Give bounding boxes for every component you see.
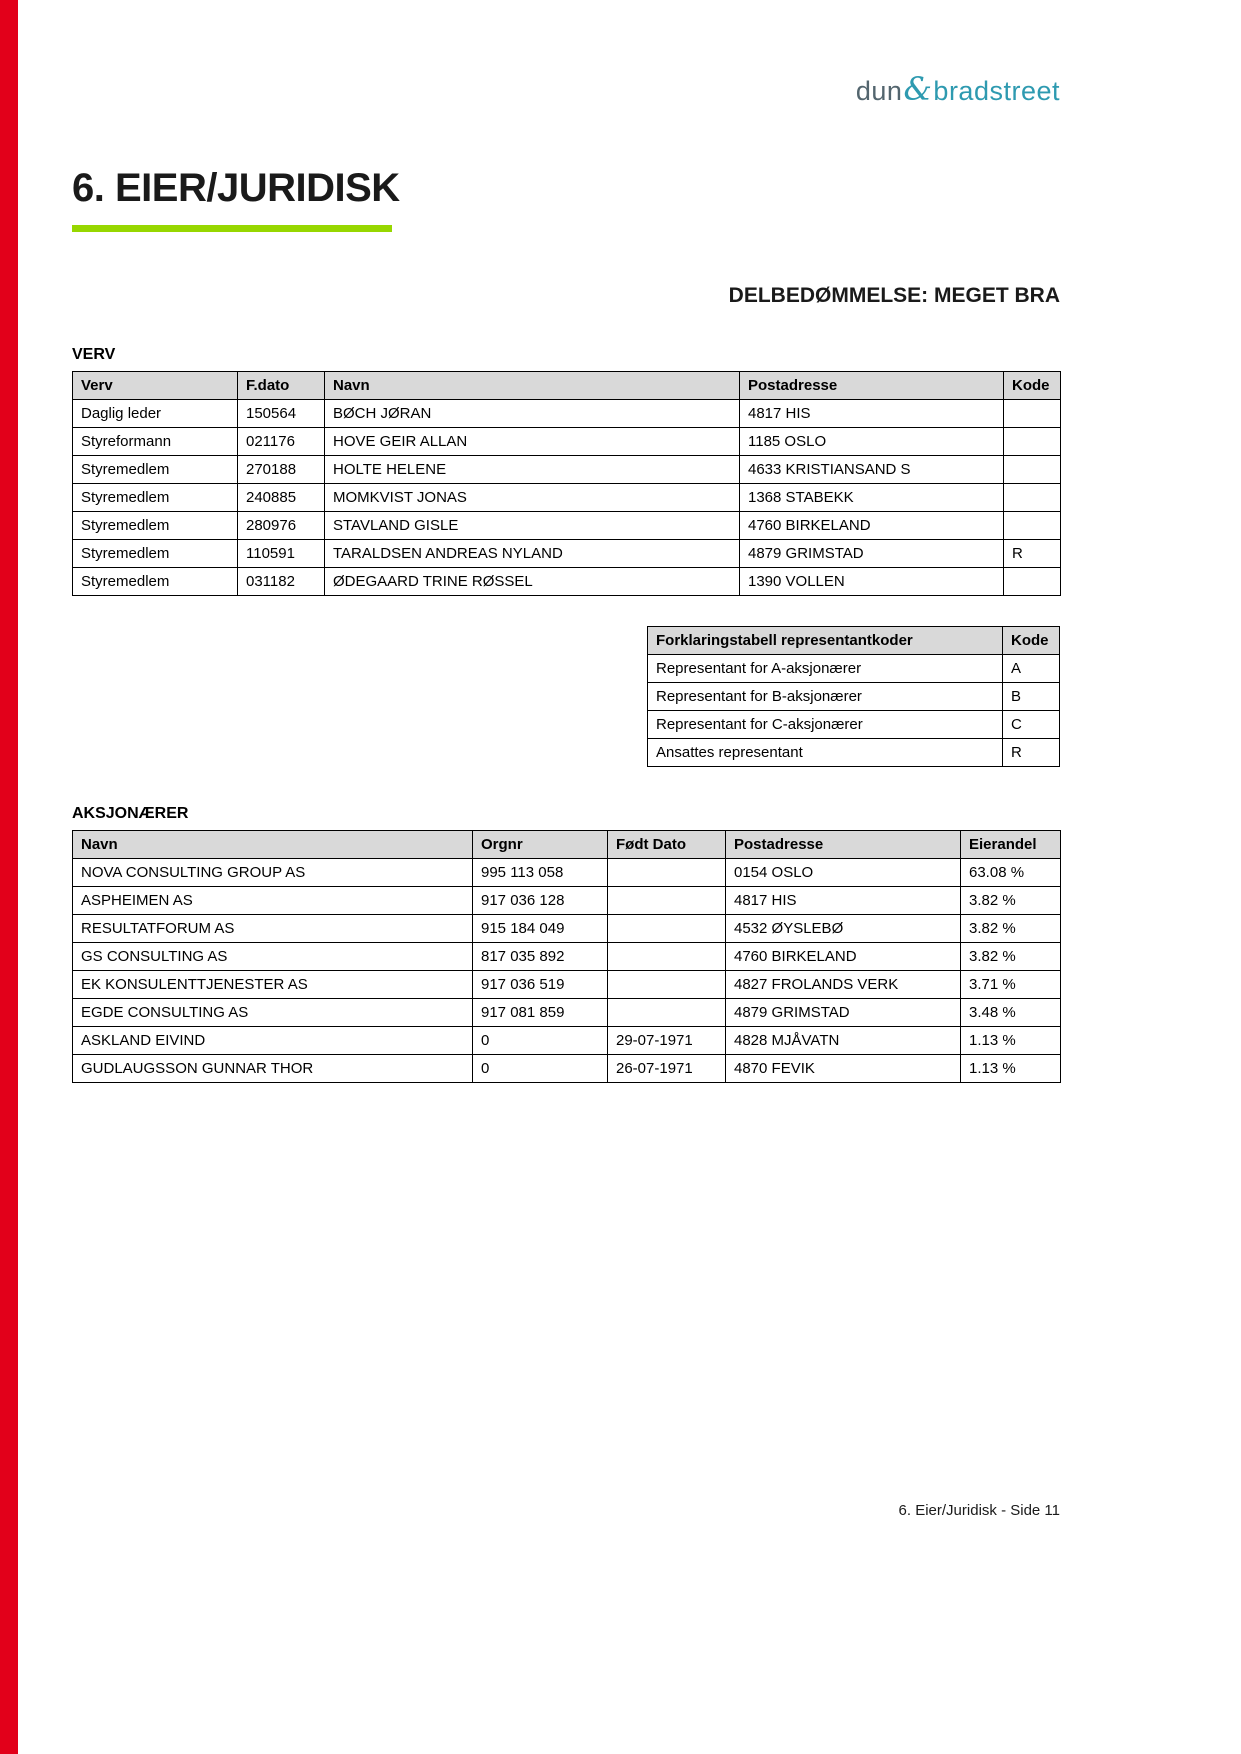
aksjonaerer-table	[72, 830, 1061, 1083]
table-cell: 4633 KRISTIANSAND S	[740, 456, 1004, 484]
table-cell: 110591	[238, 540, 325, 568]
column-header: Kode	[1003, 627, 1060, 655]
table-cell: ASKLAND EIVIND	[73, 1027, 473, 1055]
table-row	[648, 683, 1060, 711]
aksjonaerer-section-label: AKSJONÆRER	[72, 805, 189, 822]
table-cell	[608, 971, 726, 999]
table-cell: EGDE CONSULTING AS	[73, 999, 473, 1027]
table-cell: 0	[473, 1027, 608, 1055]
table-row	[73, 887, 1061, 915]
table-cell: C	[1003, 711, 1060, 739]
column-header: Navn	[325, 372, 740, 400]
table-cell	[1004, 428, 1061, 456]
table-cell: 021176	[238, 428, 325, 456]
table-cell: 150564	[238, 400, 325, 428]
table-cell: EK KONSULENTTJENESTER AS	[73, 971, 473, 999]
page-content	[72, 0, 1060, 1083]
table-header-row	[73, 372, 1061, 400]
table-cell: 280976	[238, 512, 325, 540]
table-cell: 4870 FEVIK	[726, 1055, 961, 1083]
dun-bradstreet-logo	[72, 72, 1060, 108]
column-header: F.dato	[238, 372, 325, 400]
table-cell	[1004, 512, 1061, 540]
table-cell: 3.82 %	[961, 887, 1061, 915]
table-cell	[608, 859, 726, 887]
table-row	[73, 484, 1061, 512]
table-cell: 4760 BIRKELAND	[726, 943, 961, 971]
table-cell: GUDLAUGSSON GUNNAR THOR	[73, 1055, 473, 1083]
table-cell: 995 113 058	[473, 859, 608, 887]
table-cell: Daglig leder	[73, 400, 238, 428]
table-cell: 915 184 049	[473, 915, 608, 943]
table-cell: 0	[473, 1055, 608, 1083]
table-cell	[1004, 400, 1061, 428]
table-cell	[608, 887, 726, 915]
logo-text-dun: dun	[855, 76, 903, 106]
table-cell: 917 036 128	[473, 887, 608, 915]
column-header: Postadresse	[726, 831, 961, 859]
table-row	[73, 999, 1061, 1027]
column-header: Kode	[1004, 372, 1061, 400]
sub-rating: DELBEDØMMELSE: MEGET BRA	[728, 284, 1060, 307]
table-cell: Styremedlem	[73, 512, 238, 540]
column-header: Forklaringstabell representantkoder	[648, 627, 1003, 655]
table-cell: RESULTATFORUM AS	[73, 915, 473, 943]
table-cell: MOMKVIST JONAS	[325, 484, 740, 512]
table-cell: Styreformann	[73, 428, 238, 456]
table-cell: 4760 BIRKELAND	[740, 512, 1004, 540]
column-header: Eierandel	[961, 831, 1061, 859]
table-cell: Representant for C-aksjonærer	[648, 711, 1003, 739]
table-cell: 63.08 %	[961, 859, 1061, 887]
table-cell: 3.71 %	[961, 971, 1061, 999]
table-cell: 1185 OSLO	[740, 428, 1004, 456]
table-cell: 3.82 %	[961, 915, 1061, 943]
page-footer: 6. Eier/Juridisk - Side 11	[898, 1502, 1060, 1519]
table-row	[73, 456, 1061, 484]
title-underline	[72, 225, 392, 232]
table-cell: 4828 MJÅVATN	[726, 1027, 961, 1055]
table-cell: HOLTE HELENE	[325, 456, 740, 484]
representant-koder-table	[647, 626, 1060, 767]
table-cell: B	[1003, 683, 1060, 711]
table-cell: Styremedlem	[73, 568, 238, 596]
table-cell: 3.48 %	[961, 999, 1061, 1027]
table-cell: 031182	[238, 568, 325, 596]
column-header: Navn	[73, 831, 473, 859]
table-cell: R	[1003, 739, 1060, 767]
table-row	[73, 1055, 1061, 1083]
table-cell: 817 035 892	[473, 943, 608, 971]
representant-koder-wrap	[72, 626, 1060, 767]
table-cell: 1368 STABEKK	[740, 484, 1004, 512]
table-row	[73, 1027, 1061, 1055]
table-cell	[608, 999, 726, 1027]
table-cell: 1.13 %	[961, 1027, 1061, 1055]
table-row	[73, 568, 1061, 596]
table-row	[73, 512, 1061, 540]
column-header: Postadresse	[740, 372, 1004, 400]
verv-section-label: VERV	[72, 346, 116, 363]
table-cell: 4879 GRIMSTAD	[740, 540, 1004, 568]
table-cell: Styremedlem	[73, 456, 238, 484]
table-row	[648, 711, 1060, 739]
table-cell: Ansattes representant	[648, 739, 1003, 767]
logo-text-bradstreet: bradstreet	[933, 76, 1060, 106]
table-cell: 4817 HIS	[726, 887, 961, 915]
table-cell: GS CONSULTING AS	[73, 943, 473, 971]
table-cell: Styremedlem	[73, 540, 238, 568]
table-cell: Representant for B-aksjonærer	[648, 683, 1003, 711]
table-cell: 26-07-1971	[608, 1055, 726, 1083]
table-cell: ØDEGAARD TRINE RØSSEL	[325, 568, 740, 596]
table-row	[73, 859, 1061, 887]
table-cell: STAVLAND GISLE	[325, 512, 740, 540]
table-cell: A	[1003, 655, 1060, 683]
table-cell: 0154 OSLO	[726, 859, 961, 887]
table-cell: 4817 HIS	[740, 400, 1004, 428]
table-cell: Styremedlem	[73, 484, 238, 512]
table-row	[73, 943, 1061, 971]
table-cell: 1.13 %	[961, 1055, 1061, 1083]
table-cell	[608, 915, 726, 943]
verv-table	[72, 371, 1061, 596]
left-accent-bar	[0, 0, 18, 1754]
table-cell: BØCH JØRAN	[325, 400, 740, 428]
table-cell: 3.82 %	[961, 943, 1061, 971]
table-cell: ASPHEIMEN AS	[73, 887, 473, 915]
table-row	[73, 971, 1061, 999]
column-header: Født Dato	[608, 831, 726, 859]
logo-ampersand-icon: &	[903, 70, 933, 108]
page-title: 6. EIER/JURIDISK	[72, 166, 400, 210]
table-cell	[1004, 568, 1061, 596]
table-row	[73, 428, 1061, 456]
table-cell: 4532 ØYSLEBØ	[726, 915, 961, 943]
table-row	[73, 540, 1061, 568]
table-header-row	[73, 831, 1061, 859]
table-row	[648, 655, 1060, 683]
table-row	[73, 915, 1061, 943]
table-row	[73, 400, 1061, 428]
table-row	[648, 739, 1060, 767]
table-cell: 4827 FROLANDS VERK	[726, 971, 961, 999]
table-cell: Representant for A-aksjonærer	[648, 655, 1003, 683]
column-header: Orgnr	[473, 831, 608, 859]
table-cell	[608, 943, 726, 971]
table-cell: 917 036 519	[473, 971, 608, 999]
table-cell: HOVE GEIR ALLAN	[325, 428, 740, 456]
table-header-row	[648, 627, 1060, 655]
table-cell: 270188	[238, 456, 325, 484]
table-cell: R	[1004, 540, 1061, 568]
table-cell: TARALDSEN ANDREAS NYLAND	[325, 540, 740, 568]
table-cell: NOVA CONSULTING GROUP AS	[73, 859, 473, 887]
table-cell: 240885	[238, 484, 325, 512]
table-cell: 917 081 859	[473, 999, 608, 1027]
column-header: Verv	[73, 372, 238, 400]
table-cell: 1390 VOLLEN	[740, 568, 1004, 596]
table-cell	[1004, 484, 1061, 512]
table-cell	[1004, 456, 1061, 484]
table-cell: 4879 GRIMSTAD	[726, 999, 961, 1027]
table-cell: 29-07-1971	[608, 1027, 726, 1055]
